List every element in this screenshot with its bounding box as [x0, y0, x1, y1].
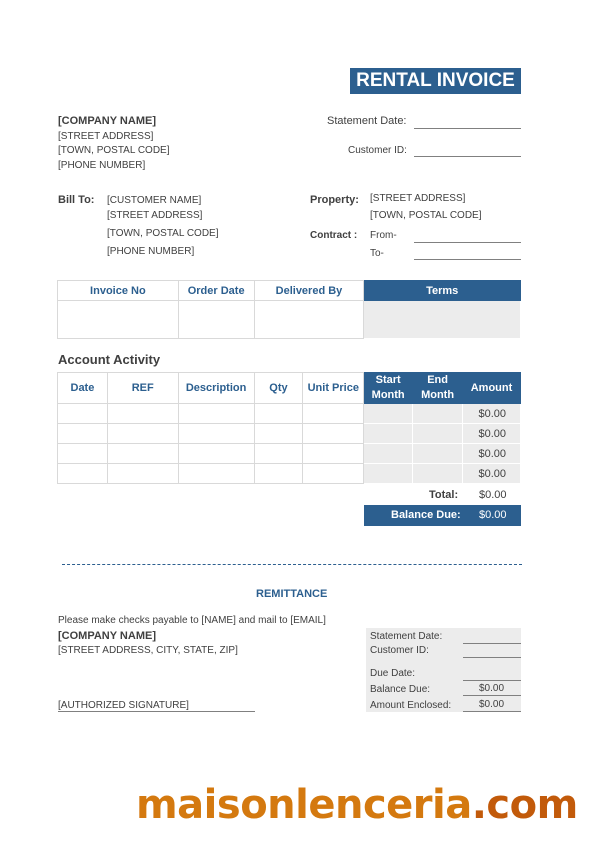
amount-cell: $0.00	[463, 404, 521, 424]
ref-cell[interactable]	[107, 424, 178, 444]
bill-to-street: [STREET ADDRESS]	[107, 210, 203, 221]
qty-cell[interactable]	[254, 464, 303, 484]
qty-header: Qty	[254, 373, 303, 404]
rem-customer-id-label: Customer ID:	[370, 645, 429, 656]
start-month-cell[interactable]	[364, 444, 413, 464]
rem-balance-due-line	[463, 695, 521, 696]
remittance-company-name: [COMPANY NAME]	[58, 630, 156, 642]
ref-cell[interactable]	[107, 464, 178, 484]
remittance-instructions: Please make checks payable to [NAME] and mail to [EMAIL]	[58, 615, 326, 626]
contract-to-field[interactable]	[414, 259, 521, 260]
description-cell[interactable]	[178, 404, 254, 424]
date-cell[interactable]	[58, 464, 108, 484]
cut-line-divider	[62, 564, 522, 565]
amount-cell: $0.00	[463, 424, 521, 444]
ref-cell[interactable]	[107, 404, 178, 424]
end-month-header: End Month	[413, 373, 463, 404]
delivered-by-cell[interactable]	[254, 301, 364, 339]
ref-header: REF	[107, 373, 178, 404]
signature-line[interactable]	[58, 711, 255, 712]
start-month-cell[interactable]	[364, 424, 413, 444]
rem-amount-enclosed-value: $0.00	[479, 699, 505, 710]
remittance-title: REMITTANCE	[256, 588, 328, 600]
balance-due-value: $0.00	[479, 509, 507, 521]
qty-cell[interactable]	[254, 444, 303, 464]
end-month-cell[interactable]	[413, 424, 463, 444]
table-row	[58, 424, 521, 444]
property-label: Property:	[310, 194, 359, 206]
amount-cell: $0.00	[463, 464, 521, 484]
rem-due-date-label: Due Date:	[370, 668, 416, 679]
property-street: [STREET ADDRESS]	[370, 193, 466, 204]
bill-to-label: Bill To:	[58, 194, 95, 206]
balance-due-label: Balance Due:	[391, 509, 461, 521]
table-row	[58, 444, 521, 464]
contract-from-field[interactable]	[414, 242, 521, 243]
date-cell[interactable]	[58, 444, 108, 464]
date-cell[interactable]	[58, 404, 108, 424]
invoice-title: RENTAL INVOICE	[350, 68, 521, 94]
company-town: [TOWN, POSTAL CODE]	[58, 145, 170, 156]
invoice-no-cell[interactable]	[58, 301, 179, 339]
rem-due-date-field[interactable]	[463, 680, 521, 681]
rem-amount-enclosed-line	[463, 711, 521, 712]
company-name: [COMPANY NAME]	[58, 115, 156, 127]
unit-price-cell[interactable]	[303, 404, 364, 424]
statement-date-label: Statement Date:	[327, 115, 407, 127]
watermark-text: maisonlenceria	[136, 782, 472, 828]
contract-to-label: To-	[370, 248, 384, 259]
unit-price-cell[interactable]	[303, 464, 364, 484]
account-activity-table	[57, 372, 521, 484]
unit-price-cell[interactable]	[303, 424, 364, 444]
end-month-cell[interactable]	[413, 404, 463, 424]
company-street: [STREET ADDRESS]	[58, 131, 154, 142]
contract-label: Contract :	[310, 230, 358, 241]
total-label: Total:	[429, 489, 459, 501]
table-row	[58, 404, 521, 424]
rem-balance-due-value: $0.00	[479, 683, 505, 694]
order-date-header: Order Date	[178, 281, 254, 301]
account-activity-title: Account Activity	[58, 352, 161, 367]
delivered-by-header: Delivered By	[254, 281, 364, 301]
rem-statement-date-field[interactable]	[463, 643, 521, 644]
invoice-info-table	[57, 280, 521, 339]
description-header: Description	[178, 373, 254, 404]
rem-statement-date-label: Statement Date:	[370, 631, 443, 642]
property-town: [TOWN, POSTAL CODE]	[370, 210, 482, 221]
start-month-cell[interactable]	[364, 464, 413, 484]
statement-date-field[interactable]	[414, 128, 521, 129]
order-date-cell[interactable]	[178, 301, 254, 339]
total-value: $0.00	[479, 489, 507, 501]
rem-amount-enclosed-label: Amount Enclosed:	[370, 700, 452, 711]
rem-balance-due-label: Balance Due:	[370, 684, 431, 695]
qty-cell[interactable]	[254, 424, 303, 444]
date-header: Date	[58, 373, 108, 404]
watermark-suffix: .com	[471, 782, 578, 828]
description-cell[interactable]	[178, 444, 254, 464]
qty-cell[interactable]	[254, 404, 303, 424]
customer-id-label: Customer ID:	[348, 145, 407, 156]
watermark-logo	[136, 782, 578, 828]
end-month-cell[interactable]	[413, 464, 463, 484]
end-month-cell[interactable]	[413, 444, 463, 464]
date-cell[interactable]	[58, 424, 108, 444]
unit-price-cell[interactable]	[303, 444, 364, 464]
customer-id-field[interactable]	[414, 156, 521, 157]
terms-cell[interactable]	[364, 301, 521, 339]
description-cell[interactable]	[178, 464, 254, 484]
rem-customer-id-field[interactable]	[463, 657, 521, 658]
description-cell[interactable]	[178, 424, 254, 444]
unit-price-header: Unit Price	[303, 373, 364, 404]
invoice-no-header: Invoice No	[58, 281, 179, 301]
ref-cell[interactable]	[107, 444, 178, 464]
authorized-signature: [AUTHORIZED SIGNATURE]	[58, 700, 189, 711]
bill-to-town: [TOWN, POSTAL CODE]	[107, 228, 219, 239]
amount-header: Amount	[463, 373, 521, 404]
amount-cell: $0.00	[463, 444, 521, 464]
bill-to-customer: [CUSTOMER NAME]	[107, 195, 202, 206]
terms-header: Terms	[364, 281, 521, 301]
start-month-cell[interactable]	[364, 404, 413, 424]
table-row	[58, 464, 521, 484]
company-phone: [PHONE NUMBER]	[58, 160, 146, 171]
remittance-address: [STREET ADDRESS, CITY, STATE, ZIP]	[58, 645, 238, 656]
bill-to-phone: [PHONE NUMBER]	[107, 246, 195, 257]
start-month-header: Start Month	[364, 373, 413, 404]
contract-from-label: From-	[370, 230, 397, 241]
